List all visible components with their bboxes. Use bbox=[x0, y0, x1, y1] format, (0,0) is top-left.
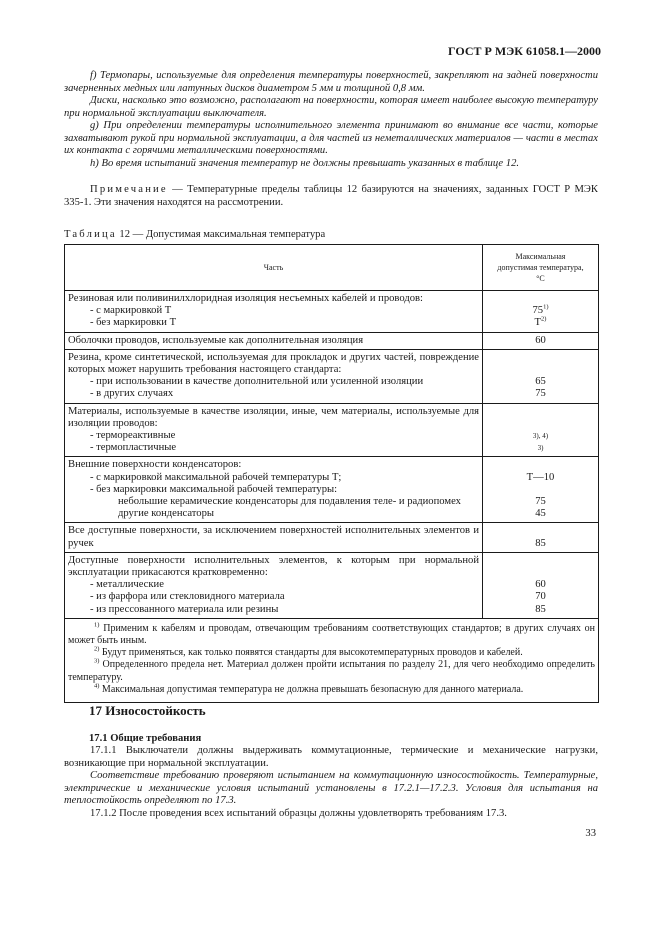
table-row bbox=[65, 523, 599, 552]
row-value: 75$^{1)}$ $Т^{2)}$ bbox=[483, 291, 599, 333]
row-value: 60 bbox=[483, 332, 599, 349]
row-part: Все доступные поверхности, за исключением поверхностей исполнительных элементов и ручек bbox=[65, 523, 483, 552]
table-footnotes-row bbox=[65, 618, 599, 702]
footnote-4: $^{4)}$ Максимальная допустимая температура не должна превышать безопасную для данного материала. bbox=[94, 682, 524, 695]
section-title: 17 Износостойкость bbox=[89, 703, 206, 718]
footnote-1: $^{1)}$ Применим к кабелям и проводам, отвечающим требованиям соответствующих стандартов; в других случаях он может быть иным. bbox=[68, 621, 595, 647]
table-row bbox=[65, 403, 599, 457]
temperature-table bbox=[64, 244, 599, 703]
row-value: 60 70 85 bbox=[483, 552, 599, 618]
paragraph-h: h) Во время испытаний значения температур не должны превышать указанных в таблице 12. bbox=[90, 158, 520, 169]
row-value: 85 bbox=[483, 523, 599, 552]
table-footnotes bbox=[65, 618, 599, 702]
row-part: Доступные поверхности исполнительных элементов, к которым при нормальной эксплуатации прикасаются кратковременно: - металлические - из фарфора или стекловидного материала - из прессованного материала или резины bbox=[65, 552, 483, 618]
footnote-2: $^{2)}$ Будут применяться, как только появятся стандарты для высокотемпературных проводов и кабелей. bbox=[94, 645, 523, 659]
paragraph-f: f) Термопары, используемые для определения температуры поверхностей, закрепляют на задней поверхности зачерненных медных или латунных дисков диаметром 5 мм и толщиной 0,8 мм. bbox=[64, 70, 598, 94]
table-row bbox=[65, 552, 599, 618]
document-header: ГОСТ Р МЭК 61058.1—2000 bbox=[448, 44, 601, 58]
note-text: — Температурные пределы таблицы 12 базируются на значениях, заданных ГОСТ Р МЭК 335-1. Эти значения находятся на рассмотрении. bbox=[64, 184, 598, 208]
note-label: Примечание bbox=[90, 184, 168, 195]
page-number: 33 bbox=[585, 828, 596, 839]
row-part: Оболочки проводов, используемые как дополнительная изоляция bbox=[65, 332, 483, 349]
table-row bbox=[65, 349, 599, 403]
row-value: 65 75 bbox=[483, 349, 599, 403]
table-row bbox=[65, 291, 599, 333]
paragraph-g: g) При определении температуры исполнительного элемента принимают во внимание все части, которые захватывают рукой при нормальной эксплуатации, а для частей из неметаллических материалов — части в местах их контакта с горячими металлическими поверхностями. bbox=[64, 120, 598, 157]
note-paragraph bbox=[64, 184, 598, 209]
row-part: Внешние поверхности конденсаторов: - с маркировкой максимальной рабочей температуры Т; - без маркировки максимальной рабочей температуры: небольшие керамические конденсаторы для подавления теле- и радиопомех другие конденсаторы bbox=[65, 457, 483, 523]
table-row bbox=[65, 457, 599, 523]
table-caption-label: Таблица bbox=[64, 229, 117, 240]
row-part: Резиновая или поливинилхлоридная изоляция несъемных кабелей и проводов: - с маркировкой Т - без маркировки Т bbox=[65, 291, 483, 333]
paragraph-17-1-2: 17.1.2 После проведения всех испытаний образцы должны удовлетворять требованиям 17.3. bbox=[90, 808, 507, 819]
paragraph-disks: Диски, насколько это возможно, располагают на поверхности, которая имеет наиболее высокую температуру при нормальной эксплуатации выключателя. bbox=[64, 95, 598, 119]
table-row bbox=[65, 332, 599, 349]
header-part: Часть bbox=[65, 245, 483, 291]
paragraph-17-1-1: 17.1.1 Выключатели должны выдерживать коммутационные, термические и механические нагрузки, возникающие при нормальной эксплуатации. bbox=[64, 745, 598, 769]
paragraph-compliance: Соответствие требованию проверяют испытанием на коммутационную износостойкость. Температурные, электрические и механические условия испытаний установлены в 17.2.1—17.2.3. Условия для испытания на теплостойкость определяют по 17.3. bbox=[64, 770, 598, 807]
row-value: 3), 4) 3) bbox=[483, 403, 599, 457]
table-header-row bbox=[65, 245, 599, 291]
table-caption bbox=[64, 229, 325, 242]
subsection-title: 17.1 Общие требования bbox=[89, 733, 202, 744]
table-caption-text: 12 — Допустимая максимальная температура bbox=[116, 229, 326, 240]
row-value: Т—10 75 45 bbox=[483, 457, 599, 523]
footnote-3: $^{3)}$ Определенного предела нет. Материал должен пройти испытания по разделу 21, для чего необходимо определить температуру. bbox=[68, 658, 595, 683]
row-part: Резина, кроме синтетической, используемая для прокладок и других частей, повреждение которых может нарушить требования настоящего стандарта: - при использовании в качестве дополнительной или усиленной изоляции - в других случаях bbox=[65, 349, 483, 403]
row-part: Материалы, используемые в качестве изоляции, иные, чем материалы, используемые для изоляции проводов: - термореактивные - термопластичные bbox=[65, 403, 483, 457]
header-temperature: Максимальная допустимая температура, °С bbox=[483, 245, 599, 291]
